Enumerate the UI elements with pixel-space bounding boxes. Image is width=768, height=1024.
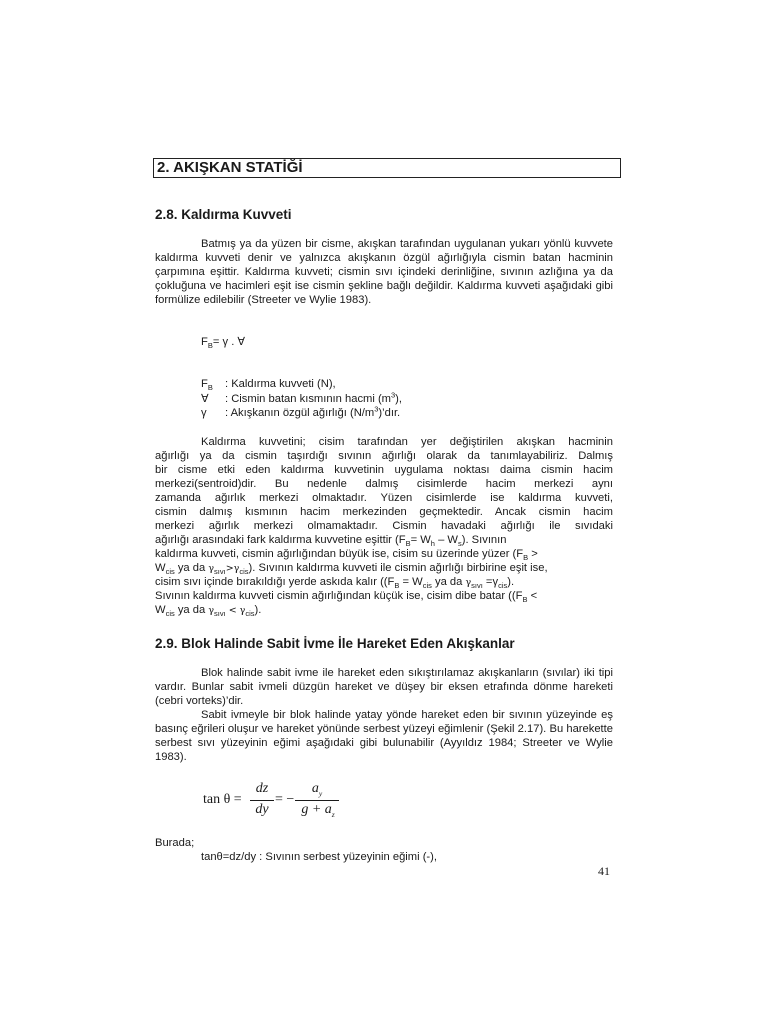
section-heading-2-8: 2.8. Kaldırma Kuvveti bbox=[155, 207, 292, 222]
p2-line: kaldırma kuvveti, cismin ağırlığından büyük ise, cisim su üzerinde yüzer ($F_B$ > bbox=[155, 548, 538, 563]
p2-line: ağırlığı ya da cismin taşırdığı sıvının ağırlığı olarak da tanımlayabiliriz. Dalmış bbox=[155, 450, 613, 462]
chapter-title: 2. AKIŞKAN STATİĞİ bbox=[153, 158, 621, 178]
definition-volume: ∀ : Cismin batan kısmının hacmi $(m^3)$, bbox=[201, 390, 403, 405]
p2-line: ağırlığı arasındaki fark kaldırma kuvvetine eşittir $(F_B= W_h - W_s)$. Sıvının bbox=[155, 534, 507, 549]
page-number: 41 bbox=[598, 864, 610, 878]
p2-line: cismin dalmış kısmının hacim merkezinden geçmektedir. Ancak cismin hacim bbox=[155, 506, 613, 518]
formula-fraction-bar bbox=[250, 800, 274, 801]
definition-specific-weight: γ : Akışkanın özgül ağırlığı $(N/m^3)’dır$. bbox=[201, 404, 401, 419]
paragraph-horizontal-acceleration: Sabit ivmeyle bir blok halinde yatay yönde hareket eden bir sıvının yüzeyinde eş basınç eğrileri oluşur ve hareket yönünde serbest yüzeyi eğimlenir (Şekil 2.17). Bu harekette serbest sıvı yüzeyinin eğimi aşağıdaki gibi bulunabilir (Ayyıldız 1984; Streeter ve Wylie 1983). bbox=[155, 709, 613, 764]
p2-line: merkezi ağırlık merkezi olmamaktadır. Cismin havadaki ağırlığı ile sıvıdaki bbox=[155, 520, 613, 532]
paragraph-block-acceleration-intro: Blok halinde sabit ivme ile hareket eden sıkıştırılamaz akışkanların (sıvılar) iki tipi vardır. Bunlar sabit ivmeli düzgün hareket ve düşey bir eksen etrafında dönme hareketi (cebri vorteks)’dir. bbox=[155, 667, 613, 708]
p2-line: cisim sıvı içinde bırakıldığı yerde askıda kalır (($F_B = W_{cis}$ ya da $\gamma_{sıvı} =\gamma_{cis}$). bbox=[155, 576, 515, 591]
formula-mid: = − bbox=[275, 792, 295, 807]
paragraph-buoyancy-intro: Batmış ya da yüzen bir cisme, akışkan tarafından uygulanan yukarı yönlü kuvvete kaldırma kuvveti denir ve yalnızca akışkanın özgül ağırlığıyla cismin batan hacminin çarpımına eşittir. Kaldırma kuvveti; cismin sıvı içindeki derinliğine, sıvının azlığına ya da çokluğuna ve hacimleri eşit ise cismin şekline bağlı değildir. Kaldırma kuvveti aşağıdaki gibi formülize edilebilir (Streeter ve Wylie 1983). bbox=[155, 238, 613, 307]
p2-line: Sıvının kaldırma kuvveti cismin ağırlığından küçük ise, cisim dibe batar (($F_B$ < bbox=[155, 590, 538, 605]
formula-num-ay: $a_y$ bbox=[311, 781, 323, 798]
p2-line: $W_{cis}$ ya da $\gamma_{sıvı}>\gamma_{cis}$). Sıvının kaldırma kuvveti ile cismin ağırlığı birbirine eşit ise, bbox=[155, 562, 548, 577]
formula-den-g-az: $g + a_z$ bbox=[301, 802, 335, 819]
definition-tan-theta: tanθ=dz/dy : Sıvının serbest yüzeyinin eğimi (-), bbox=[201, 851, 437, 863]
p2-line: zamanda ağırlık merkezi olmaktadır. Yüzen cisimlerde ise kaldırma kuvveti, bbox=[155, 492, 613, 504]
formula-lhs: tan θ = bbox=[203, 792, 242, 807]
definition-fb: $F_B$ : Kaldırma kuvveti (N), bbox=[201, 378, 336, 393]
formula-num-dz: dz bbox=[255, 781, 269, 796]
p2-line: Kaldırma kuvvetini; cisim tarafından yer değiştirilen akışkan hacminin bbox=[201, 436, 613, 448]
p2-line: $W_{cis}$ ya da $\gamma_{sıvı} < \gamma_{cis}$). bbox=[155, 604, 262, 619]
buoyancy-formula: $F_B= \gamma$ . ∀ bbox=[201, 336, 246, 351]
p2-line: merkezi(sentroid)dir. Bu nedenle dalmış cisimlerde hacim merkezi aynı bbox=[155, 478, 613, 490]
section-heading-2-9: 2.9. Blok Halinde Sabit İvme İle Hareket Eden Akışkanlar bbox=[155, 636, 515, 651]
formula-fraction-bar bbox=[295, 800, 339, 801]
burada-label: Burada; bbox=[155, 837, 195, 849]
formula-den-dy: dy bbox=[255, 802, 269, 817]
p2-line: bir cisme etki eden kaldırma kuvvetinin uygulama noktası daima cismin hacim bbox=[155, 464, 613, 476]
